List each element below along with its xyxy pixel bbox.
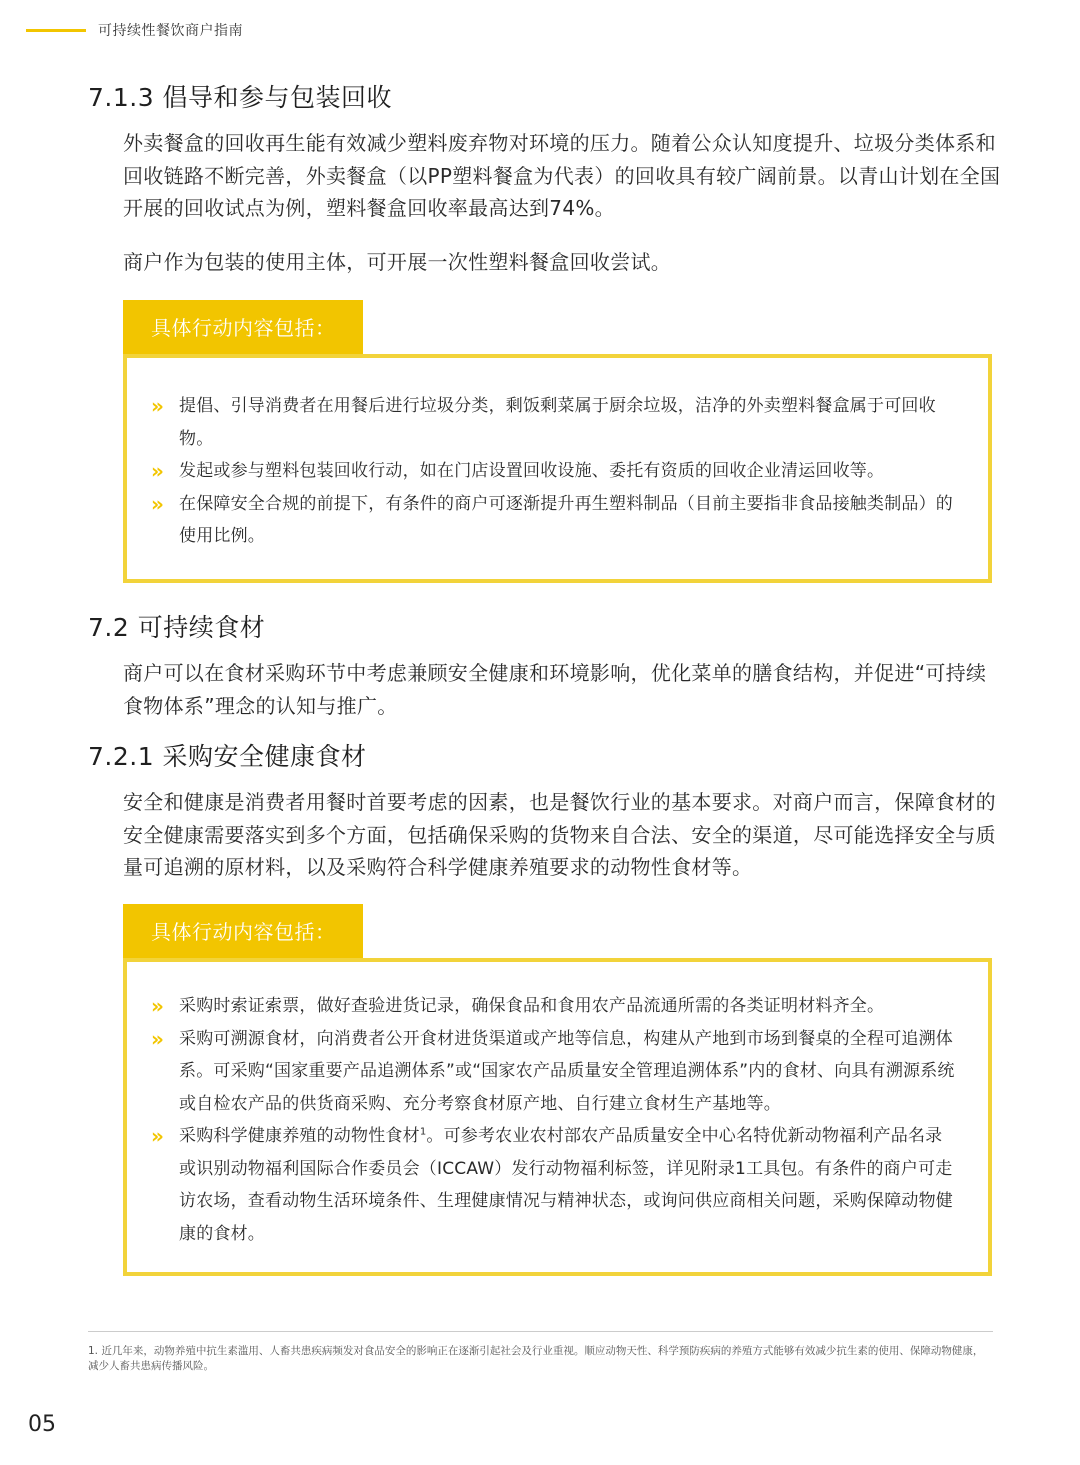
action-item-text: 发起或参与塑料包装回收行动，如在门店设置回收设施、委托有资质的回收企业清运回收等。 bbox=[179, 461, 885, 481]
footnote-marker: 1 bbox=[419, 1126, 427, 1138]
action-box-2 bbox=[123, 958, 992, 1276]
list-item bbox=[127, 1023, 988, 1121]
footnote-divider bbox=[88, 1331, 993, 1332]
footnote: 1. 近几年来，动物养殖中抗生素滥用、人畜共患疾病频发对食品安全的影响正在逐渐引起社会及行业重视。顺应动物天性、科学预防疾病的养殖方式能够有效减少抗生素的使用、保障动物健康，减少人畜共患病传播风险。 bbox=[88, 1345, 984, 1372]
action-item-text-part-2: 。可参考农业农村部农产品质量安全中心名特优新动物福利产品名录或识别动物福利国际合作委员会（ICCAW）发行动物福利标签，详见附录1工具包。有条件的商户可走访农场，查看动物生活环境条件、生理健康情况与精神状态，或询问供应商相关问题，采购保障动物健康的食材。 bbox=[179, 1126, 953, 1244]
list-item bbox=[127, 990, 988, 1023]
section-7-2-1-paragraph: 安全和健康是消费者用餐时首要考虑的因素，也是餐饮行业的基本要求。对商户而言，保障食材的安全健康需要落实到多个方面，包括确保采购的货物来自合法、安全的渠道，尽可能选择安全与质量可追溯的原材料，以及采购符合科学健康养殖要求的动物性食材等。 bbox=[123, 790, 996, 879]
action-box-1 bbox=[123, 354, 992, 583]
action-box-2-title: 具体行动内容包括： bbox=[123, 904, 363, 960]
double-chevron-icon: » bbox=[151, 1026, 165, 1051]
action-box-1-title: 具体行动内容包括： bbox=[123, 300, 363, 356]
action-item-text: 提倡、引导消费者在用餐后进行垃圾分类，剩饭剩菜属于厨余垃圾，洁净的外卖塑料餐盒属于可回收物。 bbox=[179, 396, 936, 449]
action-list-2 bbox=[127, 990, 988, 1250]
action-item-text: 采购可溯源食材，向消费者公开食材进货渠道或产地等信息，构建从产地到市场到餐桌的全程可追溯体系。可采购“国家重要产品追溯体系”或“国家农产品质量安全管理追溯体系”内的食材、向具有溯源系统或自检农产品的供货商采购、充分考察食材原产地、自行建立食材生产基地等。 bbox=[179, 1028, 955, 1114]
list-item bbox=[127, 390, 988, 455]
list-item bbox=[127, 455, 988, 488]
section-7-2-heading: 7.2 可持续食材 bbox=[88, 613, 266, 642]
section-7-1-3-paragraph-1: 外卖餐盒的回收再生能有效减少塑料废弃物对环境的压力。随着公众认知度提升、垃圾分类体系和回收链路不断完善，外卖餐盒（以PP塑料餐盒为代表）的回收具有较广阔前景。以青山计划在全国开展的回收试点为例，塑料餐盒回收率最高达到74%。 bbox=[123, 131, 1001, 220]
page-number: 05 bbox=[28, 1412, 56, 1437]
action-item-text-part-1: 采购科学健康养殖的动物性食材 bbox=[179, 1126, 420, 1146]
double-chevron-icon: » bbox=[151, 459, 165, 483]
action-list-1 bbox=[127, 390, 988, 553]
double-chevron-icon: » bbox=[151, 394, 165, 418]
section-7-2-paragraph: 商户可以在食材采购环节中考虑兼顾安全健康和环境影响，优化菜单的膳食结构，并促进“可持续食物体系”理念的认知与推广。 bbox=[123, 661, 987, 718]
double-chevron-icon: » bbox=[151, 491, 165, 516]
header-accent-line bbox=[26, 29, 86, 32]
section-7-2-1-heading: 7.2.1 采购安全健康食材 bbox=[88, 742, 367, 771]
action-item-text: 在保障安全合规的前提下，有条件的商户可逐渐提升再生塑料制品（目前主要指非食品接触类制品）的使用比例。 bbox=[179, 493, 953, 546]
header-title: 可持续性餐饮商户指南 bbox=[98, 23, 243, 39]
double-chevron-icon: » bbox=[151, 1124, 165, 1148]
list-item bbox=[127, 488, 988, 553]
list-item bbox=[127, 1120, 988, 1250]
action-item-text: 采购时索证索票，做好查验进货记录，确保食品和食用农产品流通所需的各类证明材料齐全。 bbox=[179, 996, 885, 1016]
section-7-1-3-heading: 7.1.3 倡导和参与包装回收 bbox=[88, 83, 393, 112]
double-chevron-icon: » bbox=[151, 994, 165, 1018]
section-7-1-3-paragraph-2: 商户作为包装的使用主体，可开展一次性塑料餐盒回收尝试。 bbox=[123, 250, 672, 274]
